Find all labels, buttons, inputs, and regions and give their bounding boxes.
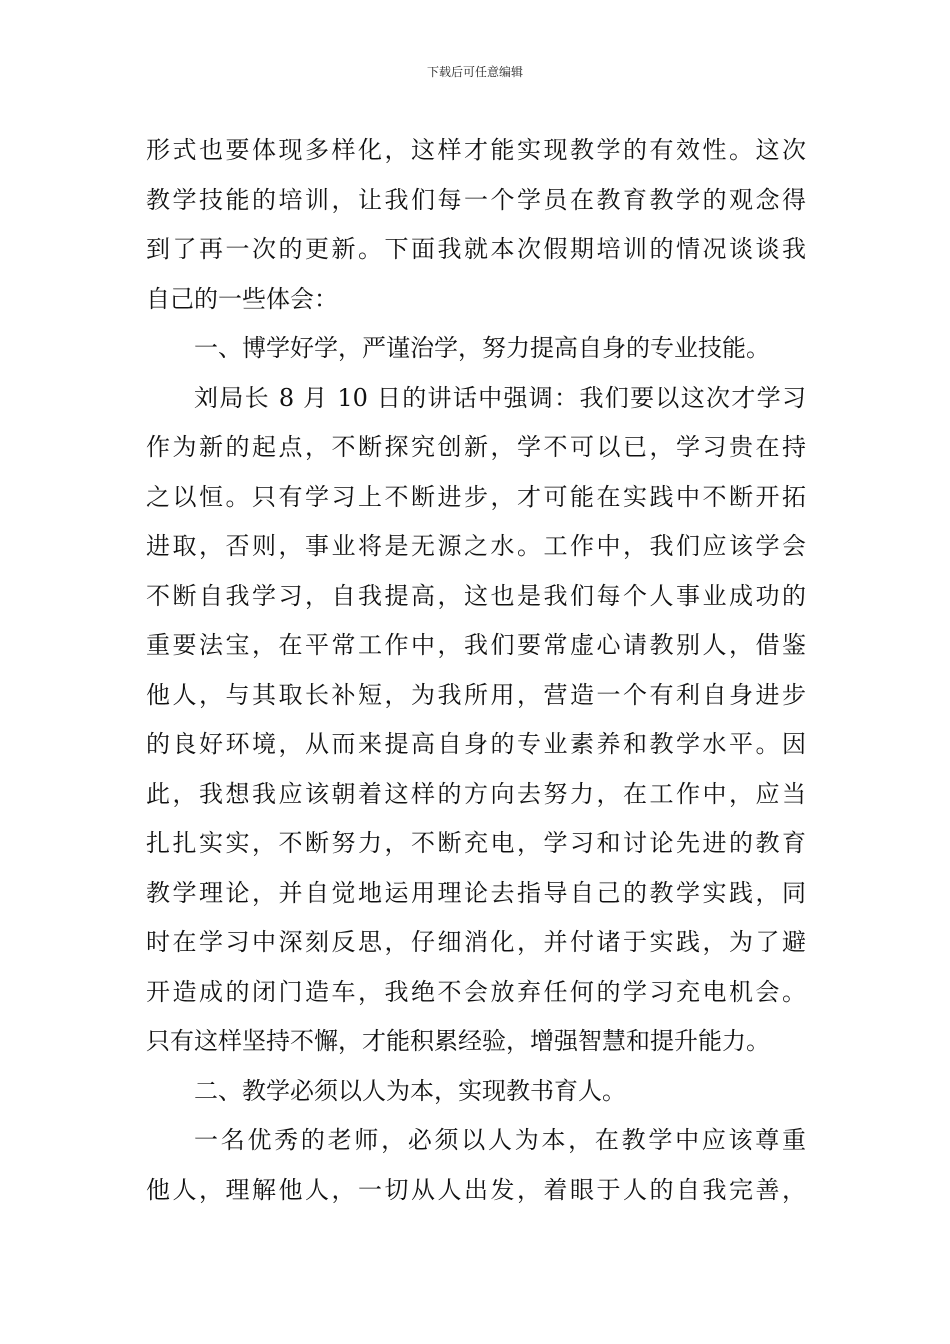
- text-line: 他人，理解他人，一切从人出发，着眼于人的自我完善，: [146, 1175, 806, 1204]
- text-line: 重要法宝，在平常工作中，我们要常虚心请教别人，借鉴: [146, 631, 806, 659]
- section-heading-2: 二、教学必须以人为本，实现教书育人。: [194, 1076, 626, 1105]
- text-line: 之以恒。只有学习上不断进步，才可能在实践中不断开拓: [146, 482, 806, 511]
- text-line: 形式也要体现多样化，这样才能实现教学的有效性。这次: [146, 136, 806, 164]
- text-line: 进取，否则，事业将是无源之水。工作中，我们应该学会: [146, 532, 806, 560]
- text-line: 不断自我学习，自我提高，这也是我们每个人事业成功的: [146, 581, 806, 610]
- text-line: 扎扎实实，不断努力，不断充电，学习和讨论先进的教育: [146, 829, 806, 857]
- text-line: 他人，与其取长补短，为我所用，营造一个有利自身进步: [146, 680, 806, 709]
- text-line: 教学理论，并自觉地运用理论去指导自己的教学实践，同: [146, 878, 806, 907]
- paragraph-first-line: 刘局长 8 月 10 日的讲话中强调：我们要以这次才学习: [194, 383, 806, 412]
- text-line: 作为新的起点，不断探究创新，学不可以已，学习贵在持: [146, 433, 806, 461]
- text-line: 此，我想我应该朝着这样的方向去努力，在工作中，应当: [146, 779, 806, 808]
- text-line: 到了再一次的更新。下面我就本次假期培训的情况谈谈我: [146, 235, 806, 263]
- text-line: 时在学习中深刻反思，仔细消化，并付诸于实践，为了避: [146, 928, 806, 956]
- page-header: 下载后可任意编辑: [426, 65, 523, 79]
- document-body: [146, 126, 806, 1215]
- text-line: 只有这样坚持不懈，才能积累经验，增强智慧和提升能力。: [146, 1027, 770, 1055]
- text-line: 教学技能的培训，让我们每一个学员在教育教学的观念得: [146, 185, 806, 214]
- text-line: 自己的一些体会：: [146, 284, 338, 313]
- paragraph-first-line: 一名优秀的老师，必须以人为本，在教学中应该尊重: [194, 1126, 806, 1154]
- section-heading-1: 一、博学好学，严谨治学，努力提高自身的专业技能。: [194, 334, 770, 362]
- text-line: 开造成的闭门造车，我绝不会放弃任何的学习充电机会。: [146, 977, 806, 1006]
- text-line: 的良好环境，从而来提高自身的专业素养和教学水平。因: [146, 730, 806, 758]
